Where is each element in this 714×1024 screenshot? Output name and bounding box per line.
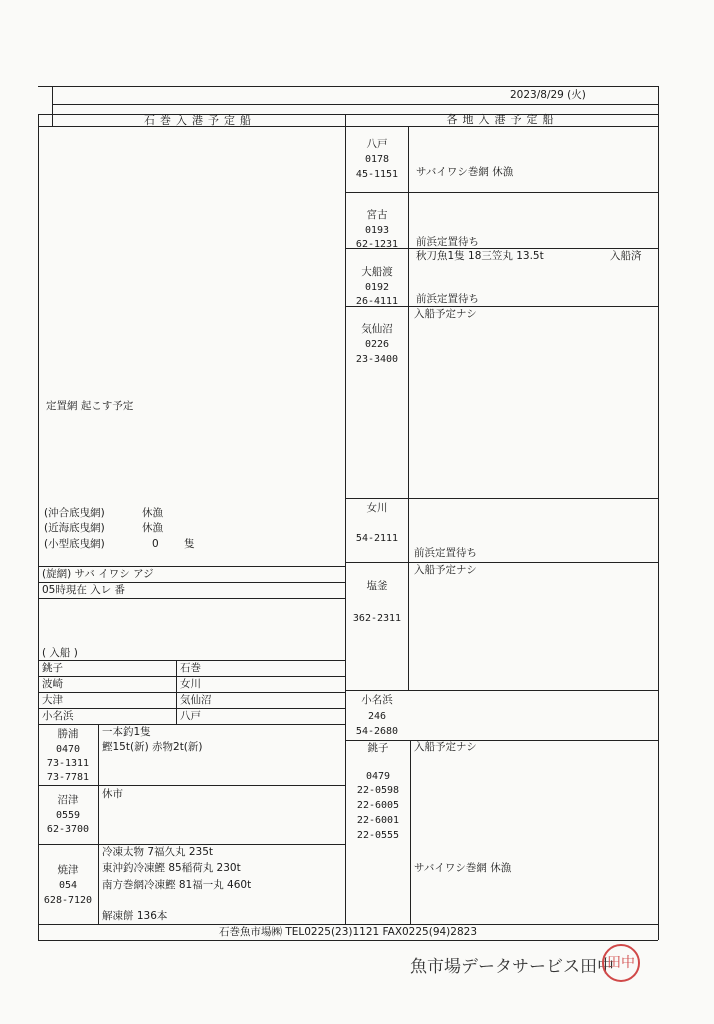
choshi-info: サバイワシ巻網 休漁: [414, 862, 512, 874]
trawl-offshore-status: 休漁: [142, 507, 163, 519]
port-cell: 気仙沼: [180, 694, 212, 706]
katsuura-tel: 73-1311: [46, 758, 90, 769]
shiogama-info: 入船予定ナシ: [414, 564, 477, 576]
teichi-note: 定置網 起こす予定: [46, 400, 134, 412]
yaizu-tel: 628-7120: [43, 895, 93, 906]
kesennuma-tel: 23-3400: [355, 354, 399, 365]
header-other-ports: 各地入港予定船: [446, 113, 559, 126]
port-cell: 大津: [42, 694, 63, 706]
rule: [98, 724, 99, 924]
ofunato-code: 0192: [364, 282, 390, 293]
katsuura-info: 一本釣1隻: [102, 726, 151, 738]
port-cell: 小名浜: [42, 710, 74, 722]
katsuura-code: 0470: [55, 744, 81, 755]
yaizu-name: 焼津: [57, 864, 79, 876]
rule: [38, 692, 345, 693]
hachinohe-code: 0178: [364, 154, 390, 165]
numazu-name: 沼津: [57, 794, 79, 806]
rule: [38, 598, 345, 599]
rule: [52, 86, 53, 126]
yaizu-info: 南方巻網冷凍鰹 81福一丸 460t: [102, 879, 252, 891]
ofunato-tel: 26-4111: [355, 296, 399, 307]
miyako-info: 前浜定置待ち: [416, 236, 479, 248]
senmo-time: 05時現在 入レ 番: [42, 584, 126, 596]
port-cell: 女川: [180, 678, 201, 690]
ofunato-name: 大船渡: [361, 266, 393, 278]
onahama-name: 小名浜: [361, 694, 393, 706]
footer-contact: 石巻魚市場㈱ TEL0225(23)1121 FAX0225(94)2823: [218, 926, 478, 938]
onagawa-name: 女川: [366, 502, 388, 514]
choshi-tel: 22-6001: [356, 815, 400, 826]
choshi-info: 入船予定ナシ: [414, 741, 477, 753]
kesennuma-info: 入船予定ナシ: [414, 308, 477, 320]
numazu-info: 休市: [102, 788, 123, 800]
rule: [410, 740, 411, 924]
choshi-tel: 22-6005: [356, 800, 400, 811]
rule: [38, 676, 345, 677]
onahama-tel: 54-2680: [355, 726, 399, 737]
choshi-code: 0479: [365, 771, 391, 782]
rule: [38, 724, 345, 725]
rule: [345, 690, 658, 691]
rule: [408, 126, 409, 690]
rule: [176, 660, 177, 724]
trawl-coastal-label: (近海底曳網): [44, 522, 105, 534]
rule: [38, 660, 345, 661]
onagawa-info: 前浜定置待ち: [414, 547, 477, 559]
choshi-tel: 22-0598: [356, 785, 400, 796]
port-cell: 波崎: [42, 678, 63, 690]
yaizu-info: 解凍餅 136本: [102, 910, 168, 922]
hachinohe-info: サバイワシ巻網 休漁: [416, 166, 514, 178]
rule: [345, 192, 658, 193]
rule: [38, 582, 345, 583]
rule: [38, 844, 345, 845]
choshi-name: 銚子: [367, 742, 389, 754]
rule: [38, 86, 658, 87]
rule: [345, 740, 658, 741]
header-ishinomaki: 石巻入港予定船: [144, 114, 256, 127]
port-cell: 石巻: [180, 662, 201, 674]
hachinohe-tel: 45-1151: [355, 169, 399, 180]
rule: [38, 924, 658, 925]
katsuura-name: 勝浦: [57, 728, 79, 740]
rule: [658, 86, 659, 940]
port-cell: 八戸: [180, 710, 201, 722]
rule: [345, 562, 658, 563]
katsuura-info: 鰹15t(新) 赤物2t(新): [102, 741, 203, 753]
kesennuma-name: 気仙沼: [361, 323, 393, 335]
miyako-code: 0193: [364, 225, 390, 236]
trawl-coastal-status: 休漁: [142, 522, 163, 534]
onahama-code: 246: [367, 711, 387, 722]
yaizu-info: 冷凍太物 7福久丸 235t: [102, 846, 214, 858]
rule: [345, 498, 658, 499]
rule: [38, 708, 345, 709]
trawl-small-unit: 隻: [184, 538, 195, 550]
katsuura-tel: 73-7781: [46, 772, 90, 783]
shiogama-tel: 362-2311: [352, 613, 402, 624]
signature: 魚市場データサービス田中: [410, 957, 614, 977]
senmo-line: (旋網) サバ イワシ アジ: [42, 568, 154, 580]
onagawa-tel: 54-2111: [355, 533, 399, 544]
rule: [38, 940, 658, 941]
shiogama-name: 塩釜: [366, 580, 388, 592]
kesennuma-code: 0226: [364, 339, 390, 350]
ofunato-info: 前浜定置待ち: [416, 293, 479, 305]
rule: [38, 566, 345, 567]
trawl-small-count: 0: [152, 538, 159, 550]
rule: [52, 104, 658, 105]
ofunato-arrived: 入船済: [610, 250, 642, 262]
yaizu-info: 東沖釣冷凍鰹 85稲荷丸 230t: [102, 862, 241, 874]
ofunato-arrival: 秋刀魚1隻 18三笠丸 13.5t: [416, 250, 544, 262]
trawl-small-label: (小型底曳網): [44, 538, 105, 550]
nyusen-label: ( 入船 ): [42, 647, 78, 659]
date: 2023/8/29 (火): [510, 89, 586, 101]
port-cell: 銚子: [42, 662, 63, 674]
yaizu-code: 054: [58, 880, 78, 891]
miyako-name: 宮古: [366, 209, 388, 221]
hachinohe-name: 八戸: [366, 138, 388, 150]
rule: [38, 785, 345, 786]
miyako-tel: 62-1231: [355, 239, 399, 250]
numazu-tel: 62-3700: [46, 824, 90, 835]
seal-stamp: 田中: [602, 944, 640, 982]
numazu-code: 0559: [55, 810, 81, 821]
trawl-offshore-label: (沖合底曳網): [44, 507, 105, 519]
choshi-tel: 22-0555: [356, 830, 400, 841]
